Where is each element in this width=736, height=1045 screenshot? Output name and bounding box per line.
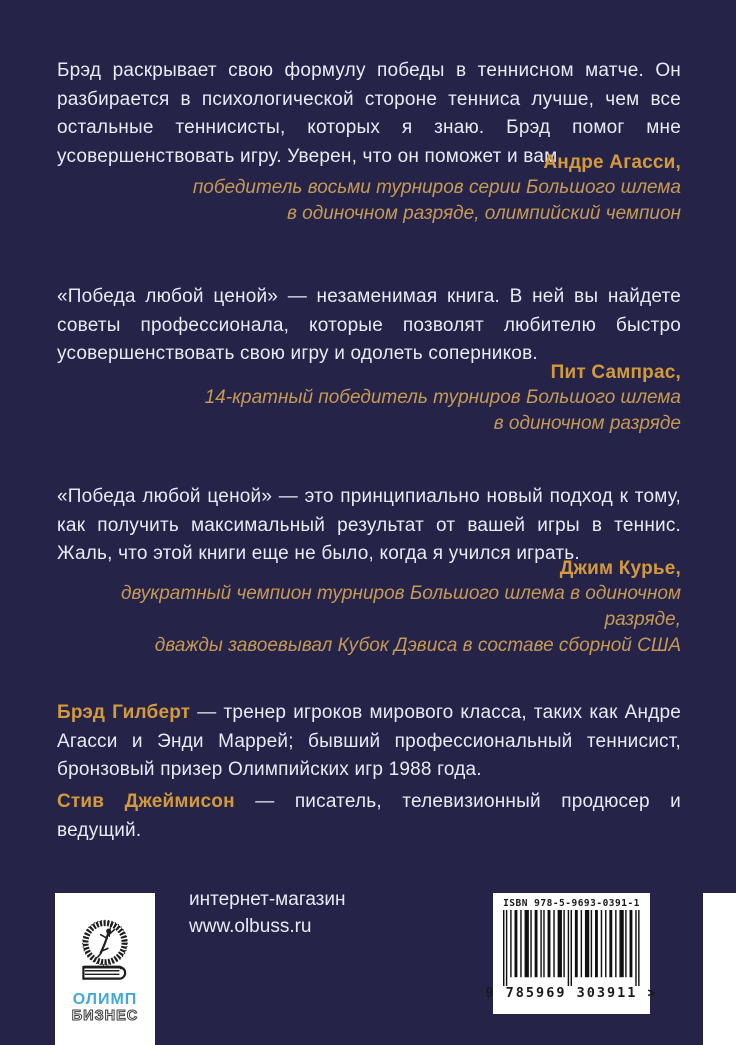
quote-credentials: двукратный чемпион турниров Большого шлема в одиночном разряде, дважды завоевывал Кубок Дэвиса в составе сборной США (120, 583, 681, 656)
quote-text-sampras: «Победа любой ценой» — незаменимая книга. В ней вы найдете советы профессионала, которые позволят любителю быстро усовершенствовать свою игру и одолеть соперников. (57, 286, 681, 364)
publisher-name-biznes: БИЗНЕС (71, 1008, 139, 1024)
bio-name: Стив Джеймисон (57, 791, 235, 812)
isbn-number: ISBN 978-5-9693-0391-1 (503, 898, 640, 909)
barcode-digits: 9 785969 303911 > (485, 985, 658, 1001)
attribution-sampras (57, 361, 681, 437)
bio-brad-gilbert (57, 699, 681, 785)
shop-label: интернет-магазин (189, 889, 346, 910)
cover-edge-strip (703, 893, 736, 1045)
internet-shop-block (189, 886, 346, 940)
website-url: www.olbuss.ru (189, 916, 312, 937)
attribution-agassi (57, 151, 681, 227)
bio-text: — писатель, телевизионный продюсер и ведущий. (57, 791, 681, 841)
bio-name: Брэд Гилберт (57, 702, 191, 723)
quote-author: Пит Сампрас, (550, 362, 681, 383)
quote-credentials: победитель восьми турниров серии Большого шлема в одиночном разряде, олимпийский чемпион (192, 177, 681, 224)
publisher-name-olimp: ОЛИМП (72, 991, 138, 1008)
quote-author: Андре Агасси, (543, 152, 681, 173)
barcode (485, 893, 658, 1014)
quote-text-courier: «Победа любой ценой» — это принципиально новый подход к тому, как получить максимальный результат от вашей игры в теннис. Жаль, что этой книги еще не было, когда я учился играть. (57, 486, 681, 564)
olimp-wreath-icon (69, 915, 141, 989)
quote-text-agassi: Брэд раскрывает свою формулу победы в теннисном матче. Он разбирается в психологической стороне тенниса лучше, чем все остальные теннисисты, которых я знаю. Брэд помог мне усовершенствовать игру. Уверен, что он поможет и вам. (57, 60, 681, 167)
publisher-logo (55, 893, 155, 1045)
quote-author: Джим Курье, (559, 558, 681, 579)
attribution-courier (57, 557, 681, 659)
barcode-bars-icon (503, 910, 641, 986)
quote-credentials: 14-кратный победитель турниров Большого шлема в одиночном разряде (204, 387, 681, 434)
bio-steve-jamison (57, 788, 681, 845)
bio-text: — тренер игроков мирового класса, таких как Андре Агасси и Энди Маррей; бывший профессиональный теннисист, бронзовый призер Олимпийских игр 1988 года. (57, 702, 681, 780)
